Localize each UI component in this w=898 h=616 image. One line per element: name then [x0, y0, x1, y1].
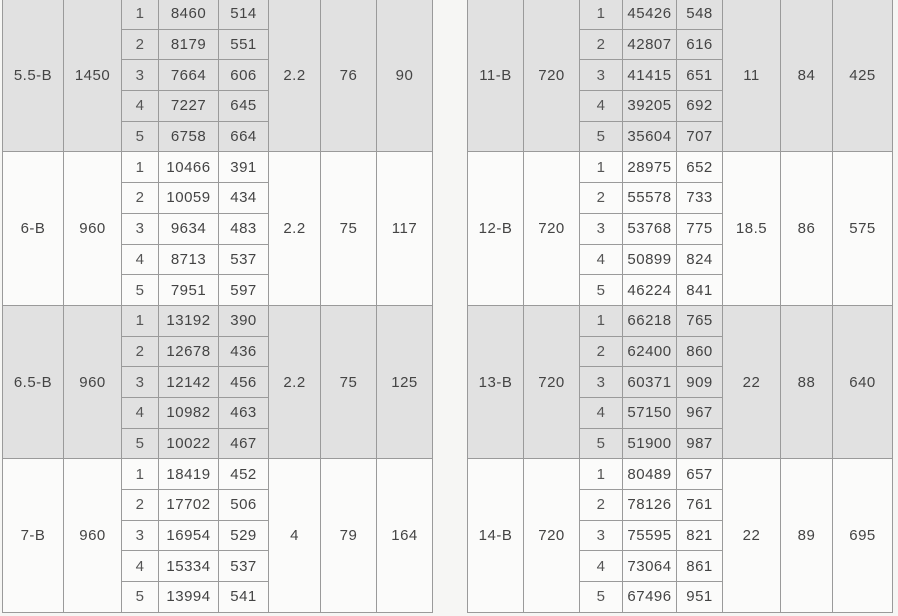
pressure-cell: 733: [677, 183, 723, 214]
flow-cell: 55578: [623, 183, 677, 214]
flow-cell: 10059: [159, 183, 219, 214]
weight-cell: 425: [833, 0, 893, 152]
speed-cell: 720: [524, 305, 580, 458]
power-cell: 11: [723, 0, 781, 152]
pressure-cell: 548: [677, 0, 723, 29]
point-number-cell: 4: [580, 244, 623, 275]
table-row: [468, 305, 893, 336]
model-cell: 11-B: [468, 0, 524, 152]
pressure-cell: 597: [219, 275, 269, 306]
point-number-cell: 1: [580, 459, 623, 490]
point-number-cell: 1: [122, 459, 159, 490]
flow-cell: 8713: [159, 244, 219, 275]
flow-cell: 13994: [159, 582, 219, 613]
model-cell: 7-B: [3, 459, 64, 612]
point-number-cell: 2: [122, 336, 159, 367]
point-number-cell: 4: [580, 397, 623, 428]
pressure-cell: 456: [219, 367, 269, 398]
efficiency-cell: 75: [321, 305, 377, 458]
flow-cell: 42807: [623, 29, 677, 60]
left-spec-table: [2, 0, 433, 613]
right-spec-table: [467, 0, 893, 613]
point-number-cell: 1: [580, 152, 623, 183]
point-number-cell: 3: [580, 367, 623, 398]
pressure-cell: 652: [677, 152, 723, 183]
speed-cell: 720: [524, 152, 580, 305]
power-cell: 2.2: [269, 0, 321, 152]
point-number-cell: 5: [580, 582, 623, 613]
pressure-cell: 529: [219, 520, 269, 551]
speed-cell: 960: [64, 459, 122, 612]
efficiency-cell: 79: [321, 459, 377, 612]
pressure-cell: 860: [677, 336, 723, 367]
flow-cell: 16954: [159, 520, 219, 551]
pressure-cell: 951: [677, 582, 723, 613]
model-cell: 12-B: [468, 152, 524, 305]
flow-cell: 50899: [623, 244, 677, 275]
right-table-body: [468, 0, 893, 612]
point-number-cell: 1: [580, 305, 623, 336]
speed-cell: 1450: [64, 0, 122, 152]
table-row: [3, 152, 433, 183]
weight-cell: 90: [377, 0, 433, 152]
pressure-cell: 434: [219, 183, 269, 214]
point-number-cell: 2: [122, 490, 159, 521]
pressure-cell: 537: [219, 551, 269, 582]
pressure-cell: 909: [677, 367, 723, 398]
flow-cell: 8460: [159, 0, 219, 29]
point-number-cell: 3: [122, 60, 159, 91]
flow-cell: 12678: [159, 336, 219, 367]
model-cell: 14-B: [468, 459, 524, 612]
flow-cell: 67496: [623, 582, 677, 613]
point-number-cell: 5: [580, 428, 623, 459]
flow-cell: 35604: [623, 121, 677, 152]
flow-cell: 7664: [159, 60, 219, 91]
power-cell: 18.5: [723, 152, 781, 305]
pressure-cell: 841: [677, 275, 723, 306]
point-number-cell: 5: [580, 275, 623, 306]
speed-cell: 720: [524, 459, 580, 612]
point-number-cell: 3: [580, 213, 623, 244]
table-row: [3, 459, 433, 490]
flow-cell: 73064: [623, 551, 677, 582]
flow-cell: 28975: [623, 152, 677, 183]
flow-cell: 46224: [623, 275, 677, 306]
pressure-cell: 391: [219, 152, 269, 183]
pressure-cell: 541: [219, 582, 269, 613]
point-number-cell: 5: [122, 121, 159, 152]
pressure-cell: 967: [677, 397, 723, 428]
point-number-cell: 5: [122, 428, 159, 459]
power-cell: 4: [269, 459, 321, 612]
point-number-cell: 5: [122, 275, 159, 306]
power-cell: 22: [723, 305, 781, 458]
table-row: [468, 152, 893, 183]
flow-cell: 75595: [623, 520, 677, 551]
point-number-cell: 2: [122, 29, 159, 60]
pressure-cell: 657: [677, 459, 723, 490]
flow-cell: 60371: [623, 367, 677, 398]
pressure-cell: 651: [677, 60, 723, 91]
point-number-cell: 4: [122, 244, 159, 275]
pressure-cell: 467: [219, 428, 269, 459]
weight-cell: 695: [833, 459, 893, 612]
weight-cell: 164: [377, 459, 433, 612]
pressure-cell: 861: [677, 551, 723, 582]
point-number-cell: 3: [122, 213, 159, 244]
speed-cell: 720: [524, 0, 580, 152]
flow-cell: 8179: [159, 29, 219, 60]
table-row: [468, 0, 893, 29]
table-row: [3, 305, 433, 336]
flow-cell: 10466: [159, 152, 219, 183]
flow-cell: 53768: [623, 213, 677, 244]
pressure-cell: 390: [219, 305, 269, 336]
weight-cell: 575: [833, 152, 893, 305]
point-number-cell: 3: [580, 520, 623, 551]
pressure-cell: 616: [677, 29, 723, 60]
point-number-cell: 2: [580, 29, 623, 60]
point-number-cell: 3: [580, 60, 623, 91]
pressure-cell: 645: [219, 91, 269, 122]
power-cell: 2.2: [269, 152, 321, 305]
point-number-cell: 1: [580, 0, 623, 29]
efficiency-cell: 89: [781, 459, 833, 612]
flow-cell: 66218: [623, 305, 677, 336]
flow-cell: 51900: [623, 428, 677, 459]
pressure-cell: 821: [677, 520, 723, 551]
pressure-cell: 514: [219, 0, 269, 29]
model-cell: 6-B: [3, 152, 64, 305]
point-number-cell: 3: [122, 520, 159, 551]
point-number-cell: 4: [122, 91, 159, 122]
point-number-cell: 2: [122, 183, 159, 214]
point-number-cell: 1: [122, 305, 159, 336]
flow-cell: 17702: [159, 490, 219, 521]
pressure-cell: 664: [219, 121, 269, 152]
point-number-cell: 5: [122, 582, 159, 613]
pressure-cell: 761: [677, 490, 723, 521]
efficiency-cell: 76: [321, 0, 377, 152]
point-number-cell: 3: [122, 367, 159, 398]
pressure-cell: 707: [677, 121, 723, 152]
efficiency-cell: 86: [781, 152, 833, 305]
flow-cell: 10022: [159, 428, 219, 459]
point-number-cell: 4: [122, 551, 159, 582]
flow-cell: 6758: [159, 121, 219, 152]
flow-cell: 7227: [159, 91, 219, 122]
flow-cell: 10982: [159, 397, 219, 428]
pressure-cell: 483: [219, 213, 269, 244]
table-row: [468, 459, 893, 490]
flow-cell: 18419: [159, 459, 219, 490]
flow-cell: 57150: [623, 397, 677, 428]
point-number-cell: 4: [580, 91, 623, 122]
flow-cell: 12142: [159, 367, 219, 398]
table-row: [3, 0, 433, 29]
speed-cell: 960: [64, 305, 122, 458]
pressure-cell: 506: [219, 490, 269, 521]
speed-cell: 960: [64, 152, 122, 305]
pressure-cell: 824: [677, 244, 723, 275]
model-cell: 6.5-B: [3, 305, 64, 458]
flow-cell: 80489: [623, 459, 677, 490]
weight-cell: 117: [377, 152, 433, 305]
power-cell: 2.2: [269, 305, 321, 458]
pressure-cell: 551: [219, 29, 269, 60]
power-cell: 22: [723, 459, 781, 612]
point-number-cell: 5: [580, 121, 623, 152]
left-table-body: [3, 0, 433, 612]
weight-cell: 640: [833, 305, 893, 458]
pressure-cell: 537: [219, 244, 269, 275]
pressure-cell: 452: [219, 459, 269, 490]
efficiency-cell: 75: [321, 152, 377, 305]
flow-cell: 41415: [623, 60, 677, 91]
point-number-cell: 2: [580, 183, 623, 214]
flow-cell: 13192: [159, 305, 219, 336]
flow-cell: 78126: [623, 490, 677, 521]
point-number-cell: 4: [580, 551, 623, 582]
efficiency-cell: 84: [781, 0, 833, 152]
point-number-cell: 1: [122, 152, 159, 183]
pressure-cell: 463: [219, 397, 269, 428]
flow-cell: 39205: [623, 91, 677, 122]
pressure-cell: 436: [219, 336, 269, 367]
flow-cell: 62400: [623, 336, 677, 367]
point-number-cell: 4: [122, 397, 159, 428]
pressure-cell: 775: [677, 213, 723, 244]
weight-cell: 125: [377, 305, 433, 458]
model-cell: 13-B: [468, 305, 524, 458]
efficiency-cell: 88: [781, 305, 833, 458]
model-cell: 5.5-B: [3, 0, 64, 152]
pressure-cell: 606: [219, 60, 269, 91]
pressure-cell: 692: [677, 91, 723, 122]
flow-cell: 45426: [623, 0, 677, 29]
point-number-cell: 2: [580, 490, 623, 521]
point-number-cell: 2: [580, 336, 623, 367]
flow-cell: 9634: [159, 213, 219, 244]
pressure-cell: 987: [677, 428, 723, 459]
flow-cell: 15334: [159, 551, 219, 582]
point-number-cell: 1: [122, 0, 159, 29]
flow-cell: 7951: [159, 275, 219, 306]
pressure-cell: 765: [677, 305, 723, 336]
